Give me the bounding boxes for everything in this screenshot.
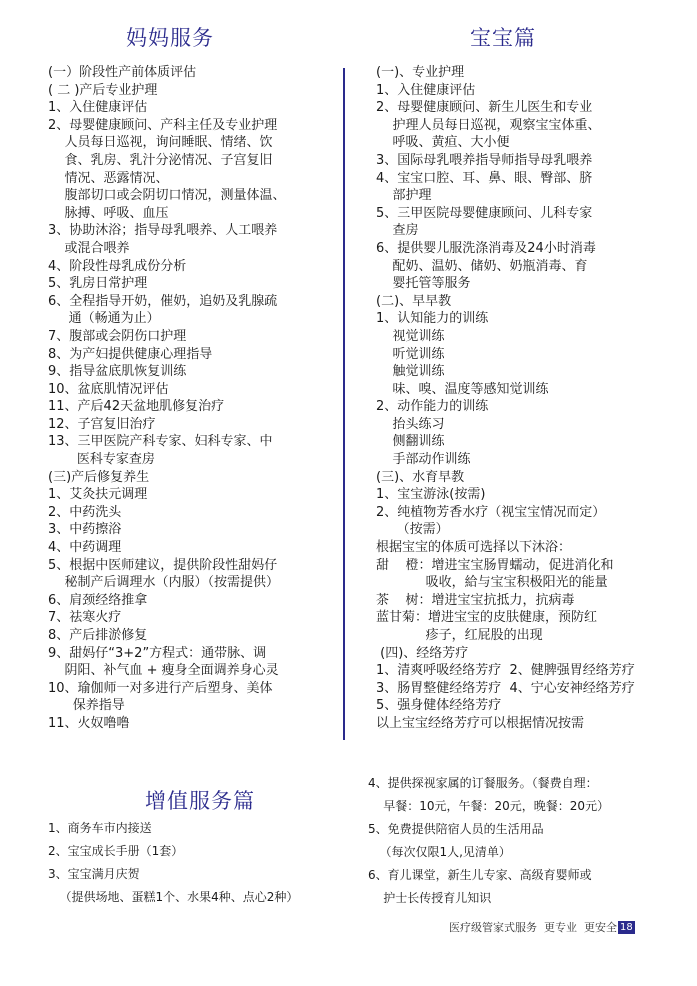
mom-service-line: 9、指导盆底肌恢复训练 xyxy=(48,364,187,380)
mom-service-line: (三)产后修复养生 xyxy=(48,469,150,485)
baby-service-line: 3、肠胃整健经络芳疗 4、宁心安神经络芳疗 xyxy=(376,680,635,696)
baby-service-line: 1、认知能力的训练 xyxy=(376,311,489,327)
baby-service-line: 疹子，红屁股的出现 xyxy=(376,628,543,643)
mom-service-line: 4、阶段性母乳成份分析 xyxy=(48,258,187,274)
baby-service-line: 5、三甲医院母婴健康顾问、儿科专家 xyxy=(376,205,593,221)
mom-service-line: 脉搏、呼吸、血压 xyxy=(48,205,169,221)
mom-service-line: 腹部切口或会阴切口情况，测量体温、 xyxy=(48,188,286,204)
baby-service-line: （按需） xyxy=(376,522,449,538)
footer xyxy=(449,919,635,935)
mom-service-line: 1、入住健康评估 xyxy=(48,100,148,116)
value-added-list-right xyxy=(368,772,609,910)
value-added-line: 2、宝宝成长手册（1套） xyxy=(48,844,184,858)
mom-service-line: 2、母婴健康顾问、产科主任及专业护理 xyxy=(48,117,278,133)
baby-section-title: 宝宝篇 xyxy=(470,26,536,50)
column-divider xyxy=(343,68,345,740)
baby-service-line: 视觉训练 xyxy=(376,328,445,344)
mom-service-line: 人员每日巡视，询问睡眠、情绪、饮 xyxy=(48,135,273,151)
baby-service-line: (四)、经络芳疗 xyxy=(376,645,469,661)
mom-service-line: 11、产后42天盆地肌修复治疗 xyxy=(48,399,225,415)
mom-service-line: (一）阶段性产前体质评估 xyxy=(48,65,197,80)
mom-service-line: 阴阳、补气血 + 瘦身全面调养身心灵 xyxy=(48,663,279,679)
mom-service-line: 13、三甲医院产科专家、妇科专家、中 xyxy=(48,434,273,450)
value-added-line: 5、免费提供陪宿人员的生活用品 xyxy=(368,822,544,836)
baby-service-line: 触觉训练 xyxy=(376,364,445,380)
value-added-services-title: 增值服务篇 xyxy=(145,789,255,813)
baby-service-line: 查房 xyxy=(376,223,419,239)
mom-service-line: 或混合喂养 xyxy=(48,240,130,256)
baby-service-line: 婴托管等服务 xyxy=(376,276,471,292)
baby-service-line: 6、提供婴儿服洗涤消毒及24小时消毒 xyxy=(376,240,596,256)
baby-service-line: 抬头练习 xyxy=(376,416,445,432)
mom-service-line: 3、中药擦浴 xyxy=(48,522,122,538)
value-added-line: 早餐：10元，午餐：20元，晚餐：20元） xyxy=(368,799,610,813)
baby-service-line: 侧翻训练 xyxy=(376,434,445,450)
value-added-line: 6、育儿课堂，新生儿专家、高级育婴师或 xyxy=(368,868,592,882)
value-added-line: （每次仅限1人,见清单） xyxy=(368,845,511,859)
baby-service-line: 1、清爽呼吸经络芳疗 2、健脾强胃经络芳疗 xyxy=(376,663,635,679)
value-added-line: （提供场地、蛋糕1个、水果4种、点心2种） xyxy=(48,890,299,904)
baby-service-line: 1、宝宝游泳(按需) xyxy=(376,487,486,503)
mom-services-list xyxy=(48,64,286,733)
baby-service-line: 吸收，給与宝宝积极阳光的能量 xyxy=(376,575,608,591)
value-added-line: 4、提供探视家属的订餐服务。（餐费自理： xyxy=(368,776,598,790)
mom-service-line: 3、协助沐浴；指导母乳喂养、人工喂养 xyxy=(48,223,278,239)
mom-service-line: 保养指导 xyxy=(48,698,125,714)
mom-service-line: 通（畅通为止） xyxy=(48,311,160,327)
mom-service-line: 11、火奴噜噜 xyxy=(48,715,130,731)
mom-service-line: 10、盆底肌情况评估 xyxy=(48,381,169,397)
baby-service-line: 根据宝宝的体质可选择以下沐浴： xyxy=(376,540,572,556)
baby-service-line: 听觉训练 xyxy=(376,346,445,362)
baby-service-line: 蓝甘菊：增进宝宝的皮肤健康，预防红 xyxy=(376,610,598,626)
footer-slogan: 医疗级管家式服务 更专业 更安全 xyxy=(449,921,617,934)
mom-service-line: 8、为产妇提供健康心理指导 xyxy=(48,346,213,362)
value-added-line: 1、商务车市内接送 xyxy=(48,821,152,835)
mom-service-line: 9、甜妈仔“3+2”方程式：通带脉、调 xyxy=(48,645,267,661)
mom-service-line: 7、祛寒火疗 xyxy=(48,610,122,626)
baby-service-line: 5、强身健体经络芳疗 xyxy=(376,698,502,714)
baby-service-line: 2、动作能力的训练 xyxy=(376,399,489,415)
baby-service-line: 4、宝宝口腔、耳、鼻、眼、臀部、脐 xyxy=(376,170,593,186)
baby-service-line: 手部动作训练 xyxy=(376,452,471,468)
baby-service-line: 甜 橙：增进宝宝肠胃蠕动，促进消化和 xyxy=(376,557,614,573)
mom-service-line: 1、艾灸扶元调理 xyxy=(48,487,148,503)
mom-service-line: 食、乳房、乳汁分泌情况、子宫复旧 xyxy=(48,152,273,168)
baby-services-list xyxy=(376,64,635,733)
baby-service-line: 味、嗅、温度等感知觉训练 xyxy=(376,381,549,397)
mom-service-line: ( 二 )产后专业护理 xyxy=(48,82,158,98)
mom-service-line: 6、全程指导开奶，催奶，追奶及乳腺疏 xyxy=(48,293,278,309)
baby-service-line: 以上宝宝经络芳疗可以根据情况按需 xyxy=(376,715,585,731)
mom-service-line: 10、瑜伽师一对多进行产后塑身、美体 xyxy=(48,680,273,696)
baby-service-line: 茶 树：增进宝宝抗抵力，抗病毒 xyxy=(376,592,575,608)
mom-service-line: 5、根据中医师建议，提供阶段性甜妈仔 xyxy=(48,557,278,573)
baby-service-line: 部护理 xyxy=(376,188,432,204)
mom-service-line: 8、产后排淤修复 xyxy=(48,628,148,643)
baby-service-line: 2、纯植物芳香水疗（视宝宝情况而定） xyxy=(376,504,606,520)
mom-service-line: 12、子宫复旧治疗 xyxy=(48,416,156,432)
baby-service-line: 护理人员每日巡视，观察宝宝体重、 xyxy=(376,117,601,133)
baby-service-line: (一)、专业护理 xyxy=(376,65,465,80)
baby-service-line: 呼吸、黄疸、大小便 xyxy=(376,135,510,151)
page-number: 18 xyxy=(620,921,633,933)
mom-service-line: 情况、恶露情况、 xyxy=(48,170,169,186)
mom-service-line: 医科专家查房 xyxy=(48,452,155,468)
baby-service-line: (二)、早早教 xyxy=(376,293,452,309)
mom-services-title: 妈妈服务 xyxy=(126,26,214,50)
mom-service-line: 2、中药洗头 xyxy=(48,504,122,520)
mom-service-line: 7、腹部或会阴伤口护理 xyxy=(48,328,187,344)
value-added-line: 3、宝宝满月庆贺 xyxy=(48,867,140,881)
mom-service-line: 5、乳房日常护理 xyxy=(48,276,148,292)
value-added-line: 护士长传授育儿知识 xyxy=(368,891,492,905)
mom-service-line: 6、肩颈经络推拿 xyxy=(48,592,148,608)
baby-service-line: (三)、水育早教 xyxy=(376,469,465,485)
baby-service-line: 配奶、温奶、储奶、奶瓶消毒、育 xyxy=(376,258,588,274)
mom-service-line: 秘制产后调理水（内服）（按需提供） xyxy=(48,575,280,591)
baby-service-line: 2、母婴健康顾问、新生儿医生和专业 xyxy=(376,100,593,116)
baby-service-line: 3、国际母乳喂养指导师指导母乳喂养 xyxy=(376,152,593,168)
value-added-list-left xyxy=(48,817,298,909)
mom-service-line: 4、中药调理 xyxy=(48,540,122,556)
baby-service-line: 1、入住健康评估 xyxy=(376,82,476,98)
